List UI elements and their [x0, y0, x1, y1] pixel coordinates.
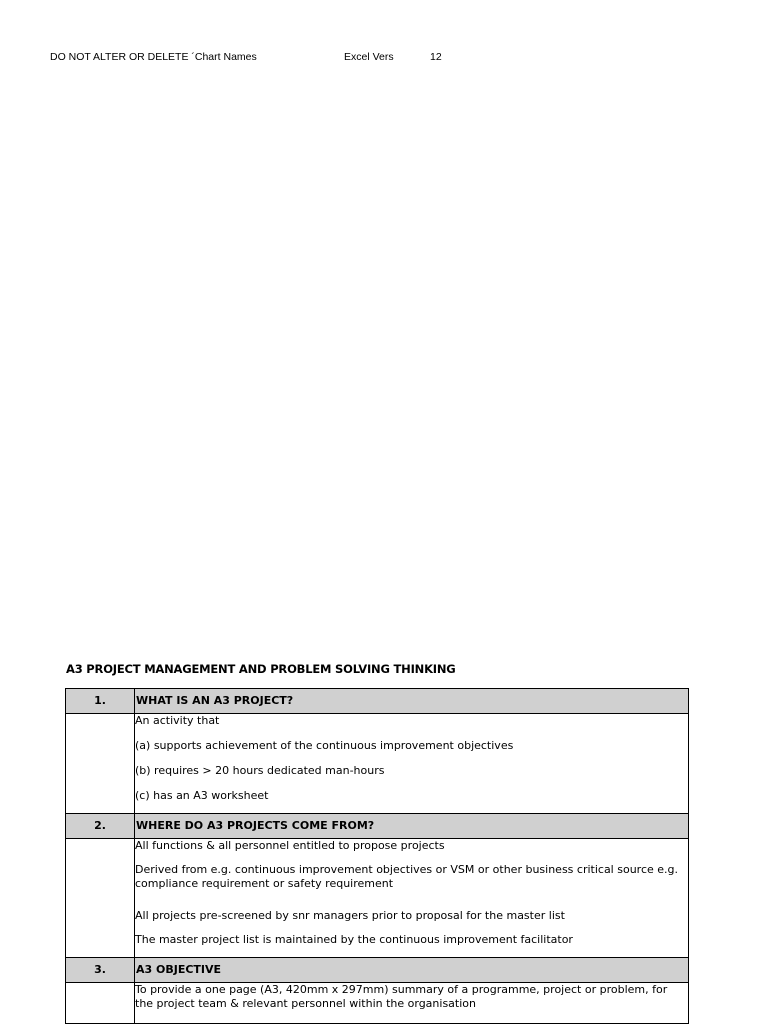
body-line: (c) has an A3 worksheet	[135, 789, 269, 802]
body-line: (b) requires > 20 hours dedicated man-hours	[135, 764, 385, 777]
section-number: 3.	[66, 958, 135, 983]
section-heading: WHAT IS AN A3 PROJECT?	[135, 689, 689, 714]
section-number: 2.	[66, 814, 135, 839]
empty-cell	[66, 839, 135, 958]
excel-version-value: 12	[430, 51, 442, 63]
section-heading: A3 OBJECTIVE	[135, 958, 689, 983]
a3-info-table	[65, 688, 689, 1024]
document-title: A3 PROJECT MANAGEMENT AND PROBLEM SOLVING THINKING	[66, 662, 456, 676]
section-header-row	[66, 814, 689, 839]
section-body	[135, 983, 689, 1024]
section-header-row	[66, 689, 689, 714]
body-line: Derived from e.g. continuous improvement objectives or VSM or other business critical source e.g. compliance requirement or safety requirement	[135, 863, 679, 890]
section-body-row	[66, 714, 689, 814]
section-header-row	[66, 958, 689, 983]
empty-cell	[66, 983, 135, 1024]
empty-cell	[66, 714, 135, 814]
body-line: All functions & all personnel entitled to propose projects	[135, 839, 445, 852]
section-body-row	[66, 839, 689, 958]
body-line: (a) supports achievement of the continuous improvement objectives	[135, 739, 514, 752]
section-number: 1.	[66, 689, 135, 714]
body-line: An activity that	[135, 714, 220, 727]
body-line: All projects pre-screened by snr managers prior to proposal for the master list	[135, 909, 565, 922]
do-not-alter-notice: DO NOT ALTER OR DELETE ´Chart Names	[50, 51, 257, 63]
body-line: To provide a one page (A3, 420mm x 297mm) summary of a programme, project or problem, for the project team & relevant personnel within the organisation	[135, 983, 668, 1010]
excel-version-label: Excel Vers	[344, 51, 394, 63]
section-body	[135, 839, 689, 958]
body-line: The master project list is maintained by the continuous improvement facilitator	[135, 933, 573, 946]
section-body	[135, 714, 689, 814]
section-heading: WHERE DO A3 PROJECTS COME FROM?	[135, 814, 689, 839]
section-body-row	[66, 983, 689, 1024]
